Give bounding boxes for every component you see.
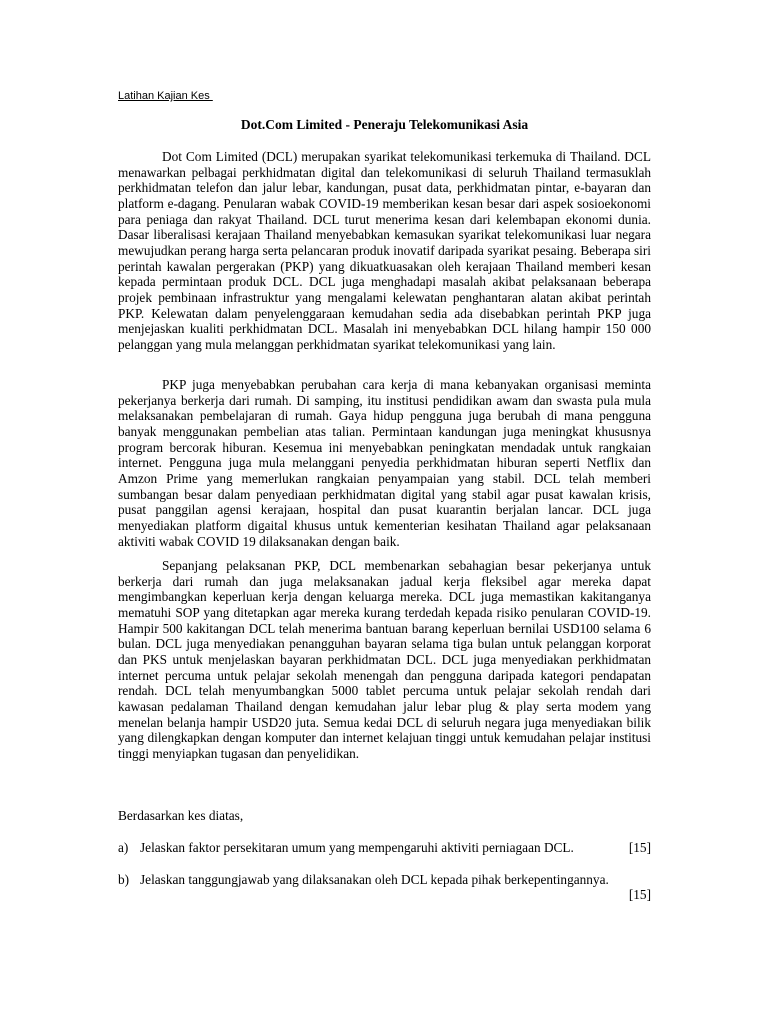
document-title: Dot.Com Limited - Peneraju Telekomunikasi Asia [240,117,529,132]
question-a-label: a) [118,840,129,855]
header-note: Latihan Kajian Kes [118,90,213,102]
paragraph-2: PKP juga menyebabkan perubahan cara kerja di mana kebanyakan organisasi meminta pekerjanya berkerja dari rumah. Di samping, itu institusi pendidikan awam dan swasta pula mula melaksanakan pembelajaran di rumah. Gaya hidup pengguna juga berubah di mana pengguna banyak menggunakan pembelian atas talian. Permintaan kandungan juga meningkat khususnya program bercorak hiburan. Kesemua ini menyebabkan peningkatan mendadak untuk rangkaian internet. Pengguna juga mula melanggani penyedia perkhidmatan hiburan seperti Netflix dan Amzon Prime yang memerlukan rangkaian penyampaian yang stabil. DCL telah memberi sumbangan besar dalam penyediaan perkhidmatan digital yang stabil agar pusat kawalan krisis, pusat panggilan agensi kerajaan, hospital dan pusat kuarantin berjalan lancar. DCL juga menyediakan platform digaital khusus untuk kementerian kesihatan Thailand agar pelaksanaan aktiviti wabak COVID 19 dilaksanakan dengan baik. [118,377,651,549]
question-prompt: Berdasarkan kes diatas, [118,808,244,823]
question-b-text: Jelaskan tanggungjawab yang dilaksanakan oleh DCL kepada pihak berkepentingannya. [140,872,609,887]
question-b [118,872,651,888]
document-page [118,0,651,1024]
question-a [118,840,651,856]
question-a-text: Jelaskan faktor persekitaran umum yang mempengaruhi aktiviti perniagaan DCL. [140,840,574,855]
paragraph-1: Dot Com Limited (DCL) merupakan syarikat telekomunikasi terkemuka di Thailand. DCL menawarkan pelbagai perkhidmatan digital dan telekomunikasi di seluruh Thailand termasuklah perkhidmatan telefon dan jalur lebar, kandungan, pusat data, perkhidmatan pintar, e-bayaran dan platform e-dagang. Penularan wabak COVID-19 memberikan kesan besar dari aspek sosioekonomi para peniaga dan rakyat Thailand. DCL turut menerima kesan dari kelembapan ekonomi dunia. Dasar liberalisasi kerajaan Thailand menyebabkan kemasukan syarikat telekomunikasi luar negara mewujudkan perang harga serta pelancaran produk inovatif daripada syarikat pesaing. Beberapa siri perintah kawalan pergerakan (PKP) yang dikuatkuasakan oleh kerajaan Thailand memberi kesan kepada permintaan produk DCL. DCL juga menghadapi masalah akibat pelaksanaan beberapa projek pembinaan infrastruktur yang mengalami kelewatan penghantaran alatan akibat perintah PKP. Kelewatan dalam penyelenggaraan kemudahan sedia ada disebabkan perintah PKP juga menjejaskan kualiti perkhidmatan DCL. Masalah ini menyebabkan DCL hilang hampir 150 000 pelanggan yang mula melanggan perkhidmatan syarikat telekomunikasi yang lain. [118,149,651,352]
question-b-marks: [15] [628,887,651,902]
question-a-marks: [15] [628,840,651,855]
question-b-label: b) [118,872,130,887]
paragraph-3: Sepanjang pelaksanan PKP, DCL membenarkan sebahagian besar pekerjanya untuk berkerja dari rumah dan juga melaksanakan jadual kerja fleksibel agar mereka dapat mengimbangkan keperluan kerja dengan keluarga mereka. DCL juga memastikan kakitanganya mematuhi SOP yang ditetapkan agar mereka kurang terdedah kepada risiko penularan COVID-19. Hampir 500 kakitangan DCL telah menerima bantuan barang keperluan bernilai USD100 selama 6 bulan. DCL juga menyediakan penangguhan bayaran selama tiga bulan untuk pelanggan korporat dan PKS untuk menjelaskan bayaran perkhidmatan DCL. DCL juga menyediakan perkhidmatan internet percuma untuk pelajar sekolah menengah dan pengguna daripada kategori pendapatan rendah. DCL telah menyumbangkan 5000 tablet percuma untuk pelajar sekolah rendah dari kawasan pedalaman Thailand dengan kemudahan jalur lebar plug & play serta modem yang menelan belanja hampir USD20 juta. Semua kedai DCL di seluruh negara juga menyediakan bilik yang dilengkapkan dengan komputer dan internet kelajuan tinggi untuk kemudahan pelajar institusi tinggi menyiapkan tugasan dan penyelidikan. [118,558,651,761]
